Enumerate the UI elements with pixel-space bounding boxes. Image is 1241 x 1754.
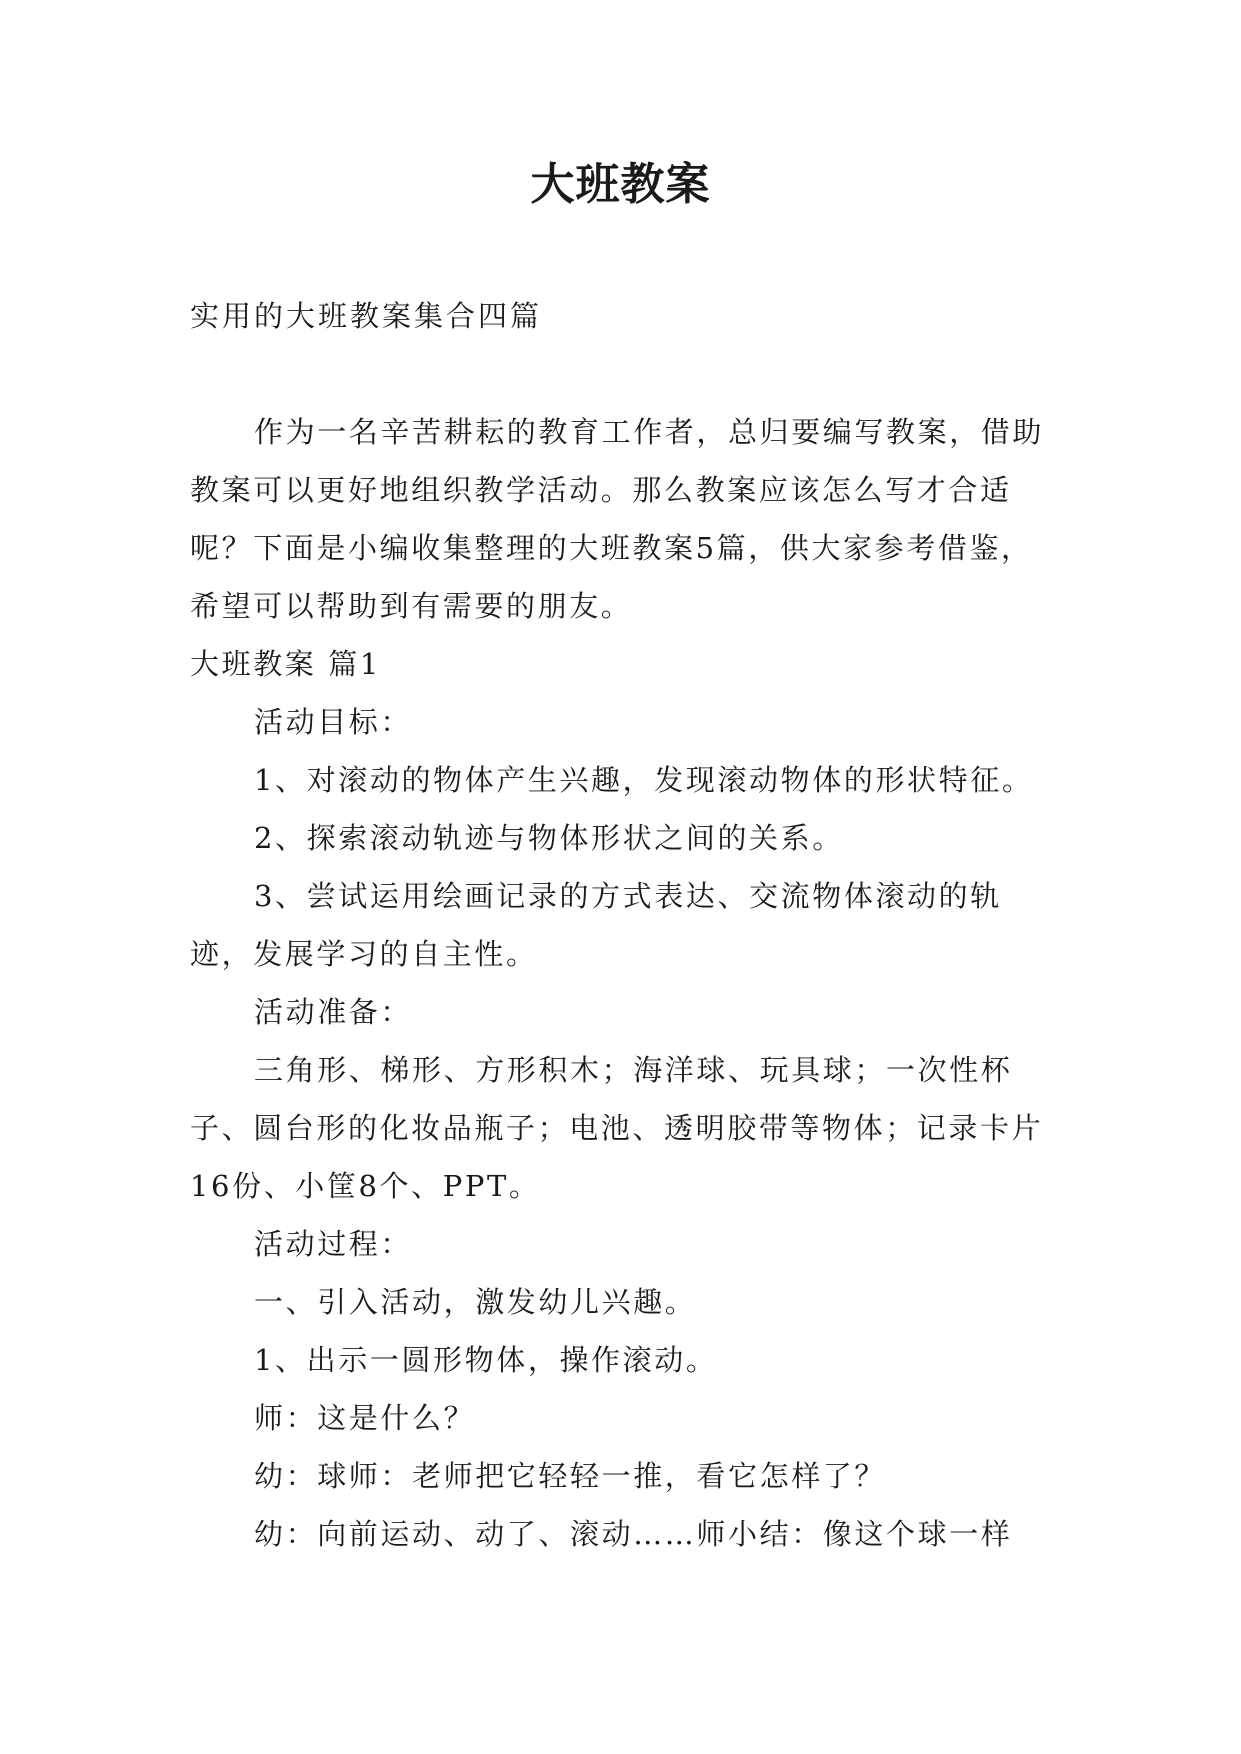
body-paragraph: 1、出示一圆形物体，操作滚动。	[254, 1343, 718, 1377]
document-subtitle: 实用的大班教案集合四篇	[190, 299, 543, 333]
body-paragraph: 三角形、梯形、方形积木；海洋球、玩具球；一次性杯子、圆台形的化妆品瓶子；电池、透明胶带等物体；记录卡片16份、小筐8个、PPT。	[190, 1053, 1044, 1203]
section-heading: 大班教案 篇1	[190, 647, 381, 681]
body-paragraph: 师：这是什么？	[254, 1401, 476, 1435]
body-paragraph: 活动过程：	[254, 1227, 413, 1261]
body-paragraph: 活动目标：	[254, 705, 413, 739]
body-paragraph: 2、探索滚动轨迹与物体形状之间的关系。	[254, 821, 844, 855]
body-paragraph: 3、尝试运用绘画记录的方式表达、交流物体滚动的轨迹，发展学习的自主性。	[190, 879, 1002, 971]
body-paragraph: 一、引入活动，激发幼儿兴趣。	[254, 1285, 697, 1319]
body-paragraph: 幼：向前运动、动了、滚动……师小结：像这个球一样	[254, 1517, 1013, 1551]
body-paragraph: 作为一名辛苦耕耘的教育工作者，总归要编写教案，借助教案可以更好地组织教学活动。那么教案应该怎么写才合适呢？下面是小编收集整理的大班教案5篇，供大家参考借鉴，希望可以帮助到有需要的朋友。	[190, 415, 1045, 623]
document-title: 大班教案	[530, 159, 711, 210]
body-paragraph: 活动准备：	[254, 995, 413, 1029]
body-paragraph: 1、对滚动的物体产生兴趣，发现滚动物体的形状特征。	[254, 763, 1034, 797]
document-body	[190, 403, 1056, 1563]
body-paragraph: 幼：球师：老师把它轻轻一推，看它怎样了？	[254, 1459, 887, 1493]
